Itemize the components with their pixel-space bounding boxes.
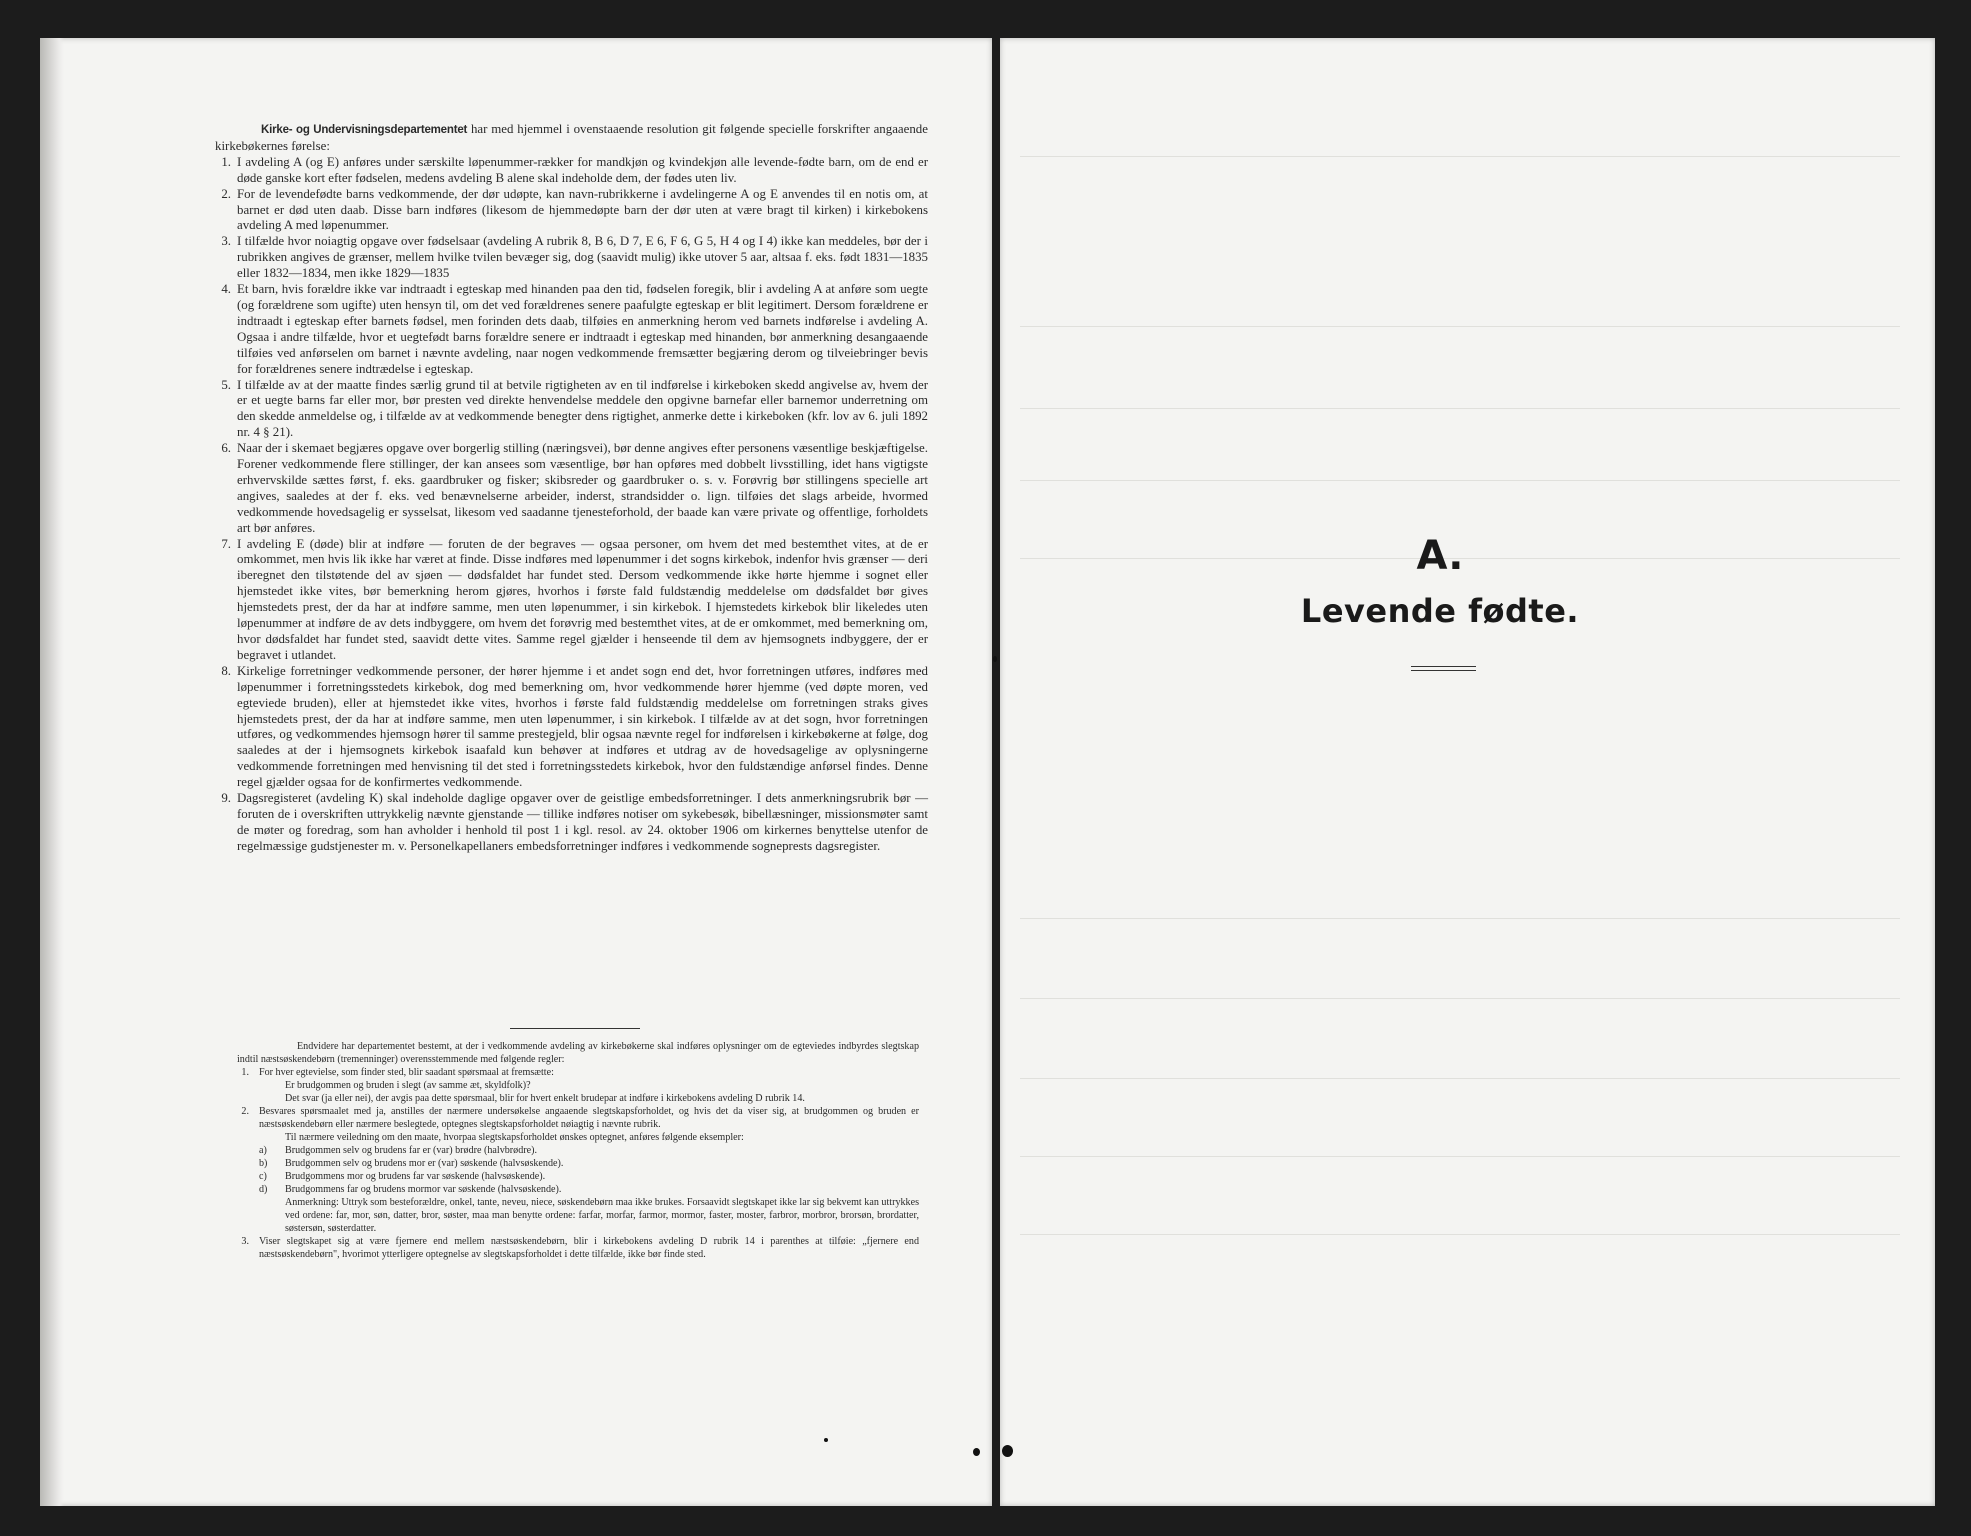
bleed-through-rule <box>1020 1078 1900 1079</box>
intro-text: har med hjemmel i ovenstaaende resolution git følgende specielle forskrifter angaaende kirkebøkernes førelse: <box>215 122 928 153</box>
rule-number: 5. <box>221 377 231 392</box>
section-title: Levende fødte. <box>1300 592 1580 630</box>
rule-text: Kirkelige forretninger vedkommende personer, der hører hjemme i et andet sogn end det, hvor forretningen utføres, indføres med løpenummer i forretningsstedets kirkebok, dog med bemerkning om, hvor vedkommende hører hjemme (ved døpte moren, ved egteviede bruden), eller at hjemstedet ikke vites, hvorhos i første fald fuldstændig meddelelse om forretningen straks gives hjemstedets prest, der da har at indføre samme, men uten løpenummer, i sin kirkebok. I tilfælde av at det sogn, hvor forretningen utføres, og vedkommendes hjemsogn hører til samme prestegjeld, blir ogsaa nævnte regel for indførelsen i kirkebøkerne at følge, dog saaledes at der i hjemsognets kirkebok isaafald kun behøver at indføres et utdrag av de hovedsagelige av oplysningerne vedkommende forretningen med henvisning til det sted i forretningsstedets kirkebok, hvor den fuldstændige anførsel findes. Denne regel gjælder ogsaa for de konfirmertes vedkommende. <box>237 663 928 790</box>
ink-speck <box>973 1448 980 1456</box>
supplement-note: Anmerkning: Uttryk som besteforældre, onkel, tante, neveu, niece, søskendebørn maa ikke brukes. Forsaavidt slegtskapet ikke lar sig bekvemt kan uttrykkes ved ordene: far, mor, søn, datter, bror, søster, maa man benytte ordene: farfar, morfar, farmor, mormor, faster, moster, farbror, morbror, brorsøn, brordatter, søstersøn, søsterdatter. <box>285 1197 919 1234</box>
example-letter: b) <box>259 1158 268 1169</box>
supplement-number: 3. <box>241 1236 249 1247</box>
supplement-item <box>237 1066 919 1105</box>
rule-text: I tilfælde av at der maatte findes særlig grund til at betvile rigtigheten av en til indførelse i kirkeboken skedd angivelse av, hvem der er et uegte barns far eller mor, bør presten ved direkte henvendelse meddele den opgivne barnefar eller barnemor underretning om den skedde anmeldelse og, i tilfælde av at vedkommende benegter dens rigtighet, anmerke dette i kirkeboken (kfr. lov av 6. juli 1892 nr. 4 § 21). <box>237 377 928 440</box>
example-line <box>259 1157 919 1170</box>
rule-item <box>215 441 928 536</box>
rule-item <box>215 664 928 791</box>
rule-text: Dagsregisteret (avdeling K) skal indeholde daglige opgaver over de geistlige embedsforretninger. I dets anmerkningsrubrik bør — foruten de i overskriften uttrykkelig nævnte gjenstande — tillike indføres notiser om sykebesøk, bibellæsninger, missionsmøter samt de møter og foredrag, som han avholder i henhold til post 1 i kgl. resol. av 24. oktober 1906 om kirkernes benyttelse utenfor de regelmæssige gudstjenester m. v. Personelkapellaners embedsforretninger indføres i vedkommende sogneprests dagsregister. <box>237 791 928 853</box>
supplement-text: Det svar (ja eller nei), der avgis paa dette spørsmaal, blir for hvert enkelt brudepar at indføre i kirkebokens avdeling D rubrik 14. <box>285 1093 805 1104</box>
department-name: Kirke- og Undervisningsdepartementet <box>261 124 468 136</box>
example-letter: c) <box>259 1171 267 1182</box>
supplement-text: Besvares spørsmaalet med ja, anstilles der nærmere undersøkelse angaaende slegtskapsforholdet, og hvis det da viser sig, at brudgommen og bruden er næstsøskendebørn eller nærmere beslegtede, optegnes slegtskapsforholdet nøiagtig i nævnte rubrik. <box>259 1106 919 1130</box>
rule-number: 3. <box>221 234 231 249</box>
heading-underline <box>1411 666 1476 671</box>
binding-hole <box>993 656 997 662</box>
example-text: Brudgommen selv og brudens mor er (var) søskende (halvsøskende). <box>285 1158 564 1169</box>
example-text: Brudgommens far og brudens mormor var søskende (halvsøskende). <box>285 1184 562 1195</box>
supplement-intro: Endvidere har departementet bestemt, at der i vedkommende avdeling av kirkebøkerne skal indføres oplysninger om de egteviedes indbyrdes slegtskap indtil næstsøskendebørn (tremenninger) overensstemmende med følgende regler: <box>237 1041 919 1065</box>
rule-number: 1. <box>221 154 231 169</box>
binding-hole <box>1002 1445 1013 1457</box>
rule-text: Naar der i skemaet begjæres opgave over borgerlig stilling (næringsvei), bør denne angives efter personens væsentlige beskjæftigelse. Forener vedkommende flere stillinger, der kan ansees som væsentlige, bør han opføres med dobbelt livsstilling, idet hans vigtigste erhvervskilde sættes først, f. eks. gaardbruker og fisker; skibsreder og gaardbruker o. s. v. Forøvrig bør stillingens specielle art angives, saaledes at der f. eks. ved benævnelserne arbeider, inderst, strandsidder o. lign. tilføies det slags arbeide, hvormed vedkommende hovedsagelig er sysselsat, likesom ved saadanne tjenesteforhold, der baade kan være private og offentlige, forholdets art bør anføres. <box>237 441 928 535</box>
bleed-through-rule <box>1020 1234 1900 1235</box>
rule-number: 9. <box>221 791 231 806</box>
regulations-text <box>215 122 928 855</box>
supplement-question: Er brudgommen og bruden i slegt (av samme æt, skyldfolk)? <box>285 1080 531 1091</box>
example-letter: d) <box>259 1184 268 1195</box>
rule-item <box>215 791 928 855</box>
rule-number: 4. <box>221 282 231 297</box>
supplement-text: For hver egtevielse, som finder sted, blir saadant spørsmaal at fremsætte: <box>259 1067 554 1078</box>
rule-number: 6. <box>221 441 231 456</box>
supplementary-text <box>237 1040 919 1261</box>
example-letter: a) <box>259 1145 267 1156</box>
example-line <box>259 1183 919 1196</box>
rule-item <box>215 282 928 377</box>
rule-item <box>215 378 928 442</box>
bleed-through-rule <box>1020 480 1900 481</box>
examples-intro: Til nærmere veiledning om den maate, hvorpaa slegtskapsforholdet ønskes optegnet, anføres følgende eksempler: <box>285 1132 744 1143</box>
rule-item <box>215 187 928 235</box>
supplement-text: Viser slegtskapet sig at være fjernere end mellem næstsøskendebørn, blir i kirkebokens avdeling D rubrik 14 i parenthes at tilføie: „fjernere end næstsøskendebørn", hvorimot ytterligere optegnelse av slegtskapsforholdet i dette tilfælde, ikke bør finde sted. <box>259 1236 919 1260</box>
rule-text: I tilfælde hvor noiagtig opgave over fødselsaar (avdeling A rubrik 8, B 6, D 7, E 6, F 6, G 5, H 4 og I 4) ikke kan meddeles, bør der i rubrikken angives de grænser, mellem hvilke tvilen bevæger sig, dog (saavidt mulig) ikke utover 5 aar, altsaa f. eks. født 1831—1835 eller 1832—1834, men ikke 1829—1835 <box>237 234 928 281</box>
example-line <box>259 1170 919 1183</box>
right-page <box>1000 38 1935 1506</box>
supplement-item <box>237 1235 919 1261</box>
rule-text: For de levendefødte barns vedkommende, der dør udøpte, kan navn-rubrikkerne i avdelingerne A og E anvendes til en notis om, at barnet er død uten daab. Disse barn indføres (likesom de hjemmedøpte barn der dør uten at være bragt til kirken) i kirkebokens avdeling A med løpenummer. <box>237 186 928 233</box>
bleed-through-rule <box>1020 918 1900 919</box>
spine-shadow <box>40 38 64 1506</box>
rule-number: 8. <box>221 663 231 678</box>
intro-paragraph <box>215 122 928 155</box>
rule-item <box>215 234 928 282</box>
example-text: Brudgommen selv og brudens far er (var) brødre (halvbrødre). <box>285 1145 537 1156</box>
rule-number: 7. <box>221 536 231 551</box>
bleed-through-rule <box>1020 998 1900 999</box>
bleed-through-rule <box>1020 408 1900 409</box>
supplement-number: 1. <box>241 1067 249 1078</box>
rule-item <box>215 155 928 187</box>
ink-speck <box>824 1438 828 1442</box>
bleed-through-rule <box>1020 326 1900 327</box>
supplement-number: 2. <box>241 1106 249 1117</box>
example-line <box>259 1144 919 1157</box>
rule-text: Et barn, hvis forældre ikke var indtraadt i egteskap med hinanden paa den tid, fødselen foregik, blir i avdeling A at anføre som uegte (og forældrene som ugifte) uten hensyn til, om det ved forældrenes senere paafulgte egteskap er blit legitimert. Dersom forældrene er indtraadt i egteskap efter barnets fødsel, men forinden dets daab, tilføies en anmerkning herom ved barnets indførelse i avdeling A. Ogsaa i andre tilfælde, hvor et uegtefødt barns forældre senere er indtraadt i egteskap med hinanden, bør anmerkning desangaaende tilføies ved anførselen om barnet i nævnte avdeling, naar nogen vedkommende fremsætter begjæring derom og tilveiebringer bevis for forældrenes senere indtrædelse i egteskap. <box>237 282 928 376</box>
rule-text: I avdeling E (døde) blir at indføre — foruten de der begraves — ogsaa personer, om hvem det med bestemthet vites, at de er omkommet, men hvis lik ikke har været at finde. Disse indføres med løpenummer i det sogns kirkebok, indenfor hvis grænser — deri iberegnet den tilstøtende del av sjøen — dødsfaldet har fundet sted. Dersom vedkommende ikke hørte hjemme i sognet eller hjemstedet ikke vites, bør bemerkning herom gjøres, hvorhos i første fald fuldstændig meddelelse om dødsfaldet bør gives hjemstedets prest, der da har at indføre samme, men uten løpenummer, i sin kirkebok. I hjemstedets kirkebok blir likeledes uten løpenummer at indføre de av dets indbyggere, om hvem det forøvrig med bestemthet vites, at de er omkommet, med bemerkning om, hvor dødsfaldet har fundet sted, saavidt dette vites. Samme regel gjælder i henseende til dem av hjemsognets indbyggere, der er begravet i utlandet. <box>237 536 928 662</box>
bleed-through-rule <box>1020 1156 1900 1157</box>
bleed-through-rule <box>1020 156 1900 157</box>
rule-item <box>215 537 928 664</box>
rule-text: I avdeling A (og E) anføres under særskilte løpenummer-rækker for mandkjøn og kvindekjøn alle levende-fødte barn, om de end er døde ganske kort efter fødselen, medens avdeling B alene skal indeholde dem, der fødes uten liv. <box>237 154 928 185</box>
supplement-item <box>237 1105 919 1235</box>
rule-number: 2. <box>221 186 231 201</box>
section-divider <box>510 1028 640 1029</box>
example-text: Brudgommens mor og brudens far var søskende (halvsøskende). <box>285 1171 546 1182</box>
section-letter: A. <box>1416 533 1464 579</box>
